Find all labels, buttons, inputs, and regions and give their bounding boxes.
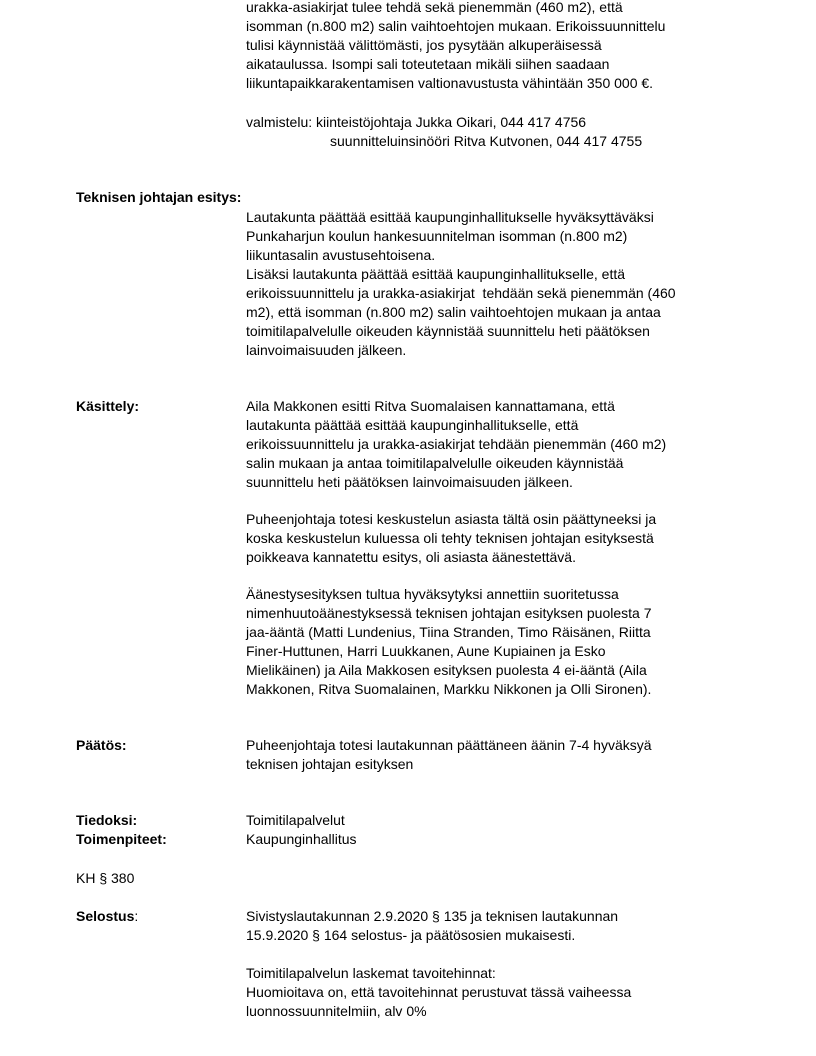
kasittely-line: Finer-Huttunen, Harri Luukkanen, Aune Kupiainen ja Esko <box>246 643 606 659</box>
intro-line: urakka-asiakirjat tulee tehdä sekä pienemmän (460 m2), että <box>246 0 623 15</box>
intro-line: aikataulussa. Isompi sali toteutetaan mikäli siihen saadaan <box>246 56 610 72</box>
kasittely-line: jaa-ääntä (Matti Lundenius, Tiina Stranden, Timo Räisänen, Riitta <box>246 624 651 640</box>
selostus-line: Sivistyslautakunnan 2.9.2020 § 135 ja teknisen lautakunnan <box>246 908 619 924</box>
tiedoksi-label: Tiedoksi: <box>76 812 138 828</box>
paatos-line: teknisen johtajan esityksen <box>246 756 414 772</box>
kasittely-line: koska keskustelun kuluessa oli tehty teknisen johtajan esityksestä <box>246 530 654 546</box>
esitys-line: Lisäksi lautakunta päättää esittää kaupunginhallitukselle, että <box>246 266 626 282</box>
paatos-label: Päätös: <box>76 737 127 753</box>
kasittely-line: lautakunta päättää esittää kaupunginhallitukselle, että <box>246 417 579 433</box>
kasittely-line: suunnittelu heti päätöksen lainvoimaisuuden jälkeen. <box>246 474 573 490</box>
kasittely-line: Puheenjohtaja totesi keskustelun asiasta tältä osin päättyneeksi ja <box>246 511 657 527</box>
esitys-line: lainvoimaisuuden jälkeen. <box>246 342 407 358</box>
intro-line: tulisi käynnistää välittömästi, jos pysytään alkuperäisessä <box>246 37 602 53</box>
esitys-line: liikuntasalin avustusehtoisena. <box>246 247 436 263</box>
selostus-label <box>76 907 138 926</box>
kasittely-line: Mielikäinen) ja Aila Makkosen esityksen puolesta 4 ei-ääntä (Aila <box>246 662 647 678</box>
kasittely-line: salin mukaan ja antaa toimitilapalvelulle oikeuden käynnistää <box>246 455 624 471</box>
kasittely-line: poikkeava kannatettu esitys, oli asiasta äänestettävä. <box>246 549 576 565</box>
kasittely-line: nimenhuutoäänestyksessä teknisen johtajan esityksen puolesta 7 <box>246 605 652 621</box>
intro-line: isomman (n.800 m2) salin vaihtoehtojen mukaan. Erikoissuunnittelu <box>246 18 666 34</box>
esitys-line: Punkaharjun koulun hankesuunnitelman isomman (n.800 m2) <box>246 228 628 244</box>
kasittely-line: erikoissuunnittelu ja urakka-asiakirjat tehdään pienemmän (460 m2) <box>246 436 667 452</box>
toimenpiteet-label: Toimenpiteet: <box>76 831 167 847</box>
esitys-line: Lautakunta päättää esittää kaupunginhallitukselle hyväksyttäväksi <box>246 209 654 225</box>
selostus-label-text: Selostus <box>76 908 135 924</box>
selostus-line: Toimitilapalvelun laskemat tavoitehinnat: <box>246 965 496 981</box>
tiedoksi-value: Toimitilapalvelut <box>246 812 345 828</box>
selostus-line: luonnossuunnitelmiin, alv 0% <box>246 1003 427 1019</box>
selostus-line: 15.9.2020 § 164 selostus- ja päätösosien mukaisesti. <box>246 927 576 943</box>
selostus-line: Huomioitava on, että tavoitehinnat perustuvat tässä vaiheessa <box>246 984 632 1000</box>
esitys-line: erikoissuunnittelu ja urakka-asiakirjat tehdään sekä pienemmän (460 <box>246 285 676 301</box>
kasittely-line: Äänestysesityksen tultua hyväksytyksi annettiin suoritetussa <box>246 586 619 602</box>
toimenpiteet-value: Kaupunginhallitus <box>246 831 357 847</box>
intro-line: liikuntapaikkarakentamisen valtionavustusta vähintään 350 000 €. <box>246 75 654 91</box>
paatos-line: Puheenjohtaja totesi lautakunnan päättäneen äänin 7-4 hyväksyä <box>246 737 652 753</box>
esitys-line: m2), että isomman (n.800 m2) salin vaihtoehtojen mukaan ja antaa <box>246 304 661 320</box>
valmistelu-line: suunnitteluinsinööri Ritva Kutvonen, 044 417 4755 <box>330 133 643 149</box>
kasittely-line: Makkonen, Ritva Suomalainen, Markku Nikkonen ja Olli Sironen). <box>246 681 652 697</box>
valmistelu-line: valmistelu: kiinteistöjohtaja Jukka Oikari, 044 417 4756 <box>246 114 587 130</box>
kh-section-ref: KH § 380 <box>76 870 135 886</box>
selostus-label-colon: : <box>134 908 139 924</box>
kasittely-label: Käsittely: <box>76 398 140 414</box>
esitys-label: Teknisen johtajan esitys: <box>76 189 242 205</box>
kasittely-line: Aila Makkonen esitti Ritva Suomalaisen kannattamana, että <box>246 398 615 414</box>
esitys-line: toimitilapalvelulle oikeuden käynnistää suunnittelu heti päätöksen <box>246 323 650 339</box>
